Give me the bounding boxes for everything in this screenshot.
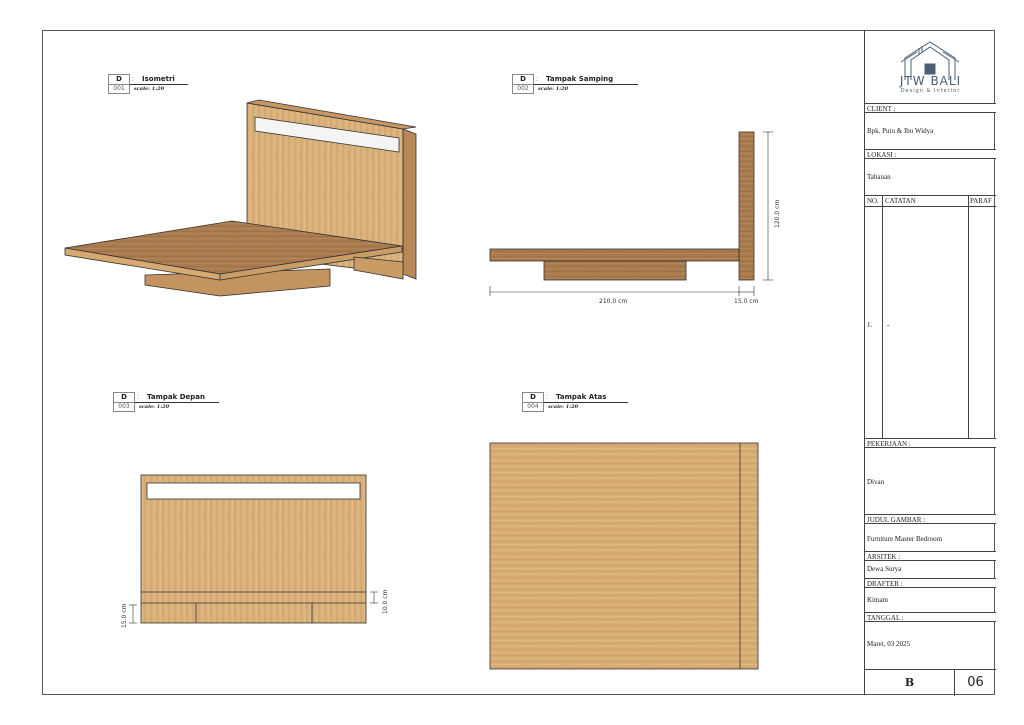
iso-headboard-side bbox=[403, 129, 416, 279]
view-title: Tampak Atas bbox=[556, 393, 607, 401]
view-code: D bbox=[113, 392, 135, 403]
side-headboard bbox=[739, 132, 754, 280]
notes-header-line bbox=[865, 206, 996, 207]
isometric-bed-drawing bbox=[65, 100, 416, 296]
view-scale: scale: 1:20 bbox=[139, 404, 170, 410]
logo-text: JTW BALI bbox=[899, 74, 962, 88]
location-label: LOKASI : bbox=[865, 149, 996, 159]
drawing-title-label: JUDUL GAMBAR : bbox=[865, 514, 996, 524]
date-label: TANGGAL : bbox=[865, 612, 996, 622]
front-view-drawing bbox=[121, 475, 389, 628]
work-value: Divan bbox=[867, 478, 885, 486]
view-code: D bbox=[108, 74, 130, 85]
dim-label-thickness: 15.0 cm bbox=[734, 298, 759, 305]
front-light-slot bbox=[147, 483, 360, 499]
view-number: 002 bbox=[512, 84, 534, 94]
top-platform bbox=[490, 443, 758, 669]
notes-header-notes: CATATAN bbox=[885, 197, 916, 205]
dim-label-height: 120.0 cm bbox=[774, 199, 781, 228]
drafter-label: DRAFTER : bbox=[865, 578, 996, 588]
notes-row-no: 1. bbox=[867, 321, 873, 329]
view-scale: scale: 1:20 bbox=[548, 404, 579, 410]
top-view-drawing bbox=[490, 443, 758, 669]
view-separator: : bbox=[546, 394, 548, 401]
view-number: 001 bbox=[108, 84, 130, 94]
notes-row-note: - bbox=[887, 321, 890, 329]
drawing-title-value: Furniture Master Bedroom bbox=[867, 535, 943, 543]
view-separator: : bbox=[137, 394, 139, 401]
drafter-value: Kimam bbox=[867, 596, 888, 604]
view-title: Isometri bbox=[142, 75, 175, 83]
view-code: D bbox=[512, 74, 534, 85]
drawing-area bbox=[42, 30, 864, 695]
view-separator: : bbox=[132, 76, 134, 83]
dim-label-rail: 10.0 cm bbox=[382, 589, 389, 614]
view-number: 003 bbox=[113, 402, 135, 412]
architect-value: Dewa Surya bbox=[867, 565, 902, 573]
client-value: Bpk. Putu & Ibu Widya bbox=[867, 127, 934, 135]
view-code: D bbox=[522, 392, 544, 403]
work-label: PEKERJAAN : bbox=[865, 438, 996, 448]
date-value: Maret, 03 2025 bbox=[867, 640, 910, 648]
dim-label-base: 15.0 cm bbox=[121, 603, 128, 628]
view-title: Tampak Samping bbox=[546, 75, 614, 83]
side-view-drawing bbox=[490, 132, 781, 305]
logo-subtitle: Design & Interior bbox=[900, 88, 961, 94]
view-scale: scale: 1:20 bbox=[134, 86, 165, 92]
notes-header-no: NO. bbox=[867, 197, 879, 205]
notes-col-divider bbox=[968, 196, 969, 439]
notes-header-initial: PARAF bbox=[970, 197, 992, 205]
view-separator: : bbox=[536, 76, 538, 83]
sheet-footer bbox=[865, 669, 996, 695]
logo-area bbox=[865, 30, 996, 103]
view-number: 004 bbox=[522, 402, 544, 412]
view-scale: scale: 1:20 bbox=[538, 86, 569, 92]
location-value: Tabanan bbox=[867, 173, 891, 181]
notes-table bbox=[865, 195, 996, 438]
notes-col-divider bbox=[882, 196, 883, 439]
title-block bbox=[864, 30, 995, 695]
side-base bbox=[544, 261, 686, 280]
sheet-number: 06 bbox=[967, 675, 984, 690]
view-title: Tampak Depan bbox=[147, 393, 205, 401]
architect-label: ARSITEK : bbox=[865, 551, 996, 561]
drawings-svg bbox=[42, 30, 864, 695]
client-label: CLIENT : bbox=[865, 103, 996, 113]
side-platform bbox=[490, 249, 739, 261]
sheet-code: B bbox=[865, 670, 955, 696]
dim-label-length: 210.0 cm bbox=[599, 298, 628, 305]
